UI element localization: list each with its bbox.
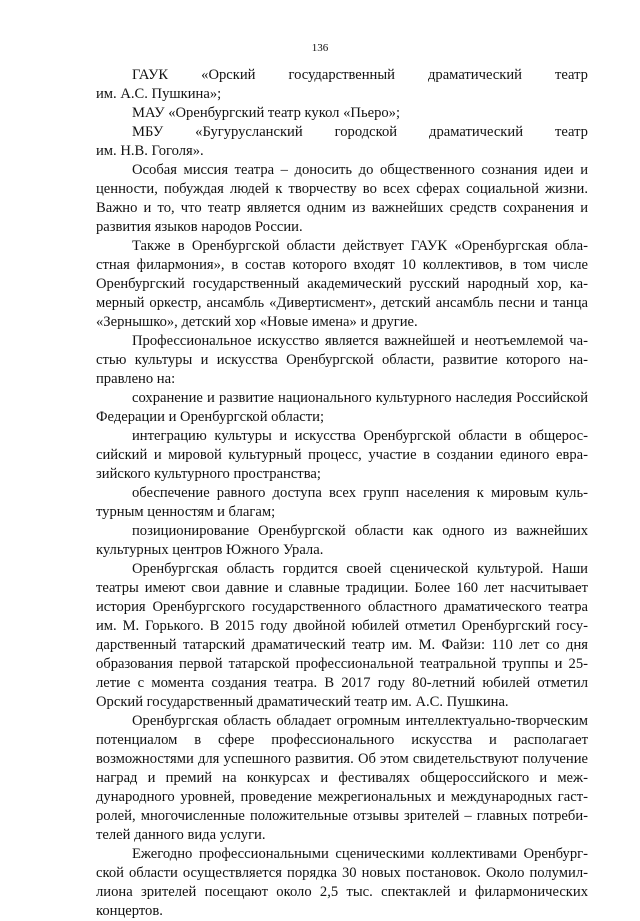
entry-orsk-line xyxy=(96,66,588,85)
entry-word: МБУ xyxy=(132,124,164,140)
entry-word: драматический xyxy=(429,124,524,140)
list-item: позиционирование Оренбургской области как одного из важнейших культурных центров Южного Урала. xyxy=(96,523,588,558)
list-item: обеспечение равного доступа всех групп населения к мировым культурным ценностям и благам; xyxy=(96,485,588,520)
entry-orsk-continuation: им. А.С. Пушкина»; xyxy=(96,86,222,102)
entry-word: театр xyxy=(554,67,588,83)
paragraph: Профессиональное искусство является важнейшей и неотъемлемой частью культуры и искусства Оренбургской области, развитие которого направлено на: xyxy=(96,333,588,387)
entry-word: «Бугурусланский xyxy=(195,124,303,140)
paragraph: Особая миссия театра – доносить до общественного сознания идеи и ценности, побуждая людей к творчеству во всех сферах социальной жизни. Важно и то, что театр является одним из важнейших средств сохранения и развития языков народов России. xyxy=(96,162,588,235)
entry-buguruslan-continuation: им. Н.В. Гоголя». xyxy=(96,143,204,159)
list-item: сохранение и развитие национального культурного наследия Российской Федерации и Оренбургской области; xyxy=(96,390,588,425)
paragraph: Также в Оренбургской области действует ГАУК «Оренбургская областная филармония», в состав которого входят 10 коллективов, в том числе Оренбургский государственный академический русский народный хор, камерный оркестр, ансамбль «Дивертисмент», детский ансамбль песни и танца «Зернышко», детский хор «Новые имена» и другие. xyxy=(96,238,588,330)
entry-word: «Орский xyxy=(201,67,256,83)
entry-word: государственный xyxy=(288,67,395,83)
entry-puppet-theatre: МАУ «Оренбургский театр кукол «Пьеро»; xyxy=(132,105,401,121)
paragraph: Оренбургская область гордится своей сценической культурой. Наши театры имеют свои давние и славные традиции. Более 160 лет насчитывает история Оренбургского государственного областного драматического театра им. М. Горького. В 2015 году двойной юбилей отметил Оренбургский государственный татарский драматический театр им. М. Файзи: 110 лет со дня образования первой татарской профессиональной театральной труппы и 25-летие с момента создания театра. В 2017 году 80-летний юбилей отметил Орский государственный драматический театр им. А.С. Пушкина. xyxy=(96,561,588,710)
paragraph: Ежегодно профессиональными сценическими коллективами Оренбургской области осуществляется порядка 30 новых постановок. Около полумиллиона зрителей посещают около 2,5 тыс. спектаклей и филармонических концертов. xyxy=(96,846,588,919)
entry-buguruslan-line xyxy=(96,123,588,142)
document-body xyxy=(96,66,588,921)
entry-word: ГАУК xyxy=(132,67,169,83)
entry-word: драматический xyxy=(427,67,522,83)
list-item: интеграцию культуры и искусства Оренбургской области в общероссийский и мировой культурный процесс, участие в создании единого евразийского культурного пространства; xyxy=(96,428,588,482)
page-number: 136 xyxy=(311,42,329,54)
entry-word: городской xyxy=(334,124,398,140)
entry-word: театр xyxy=(554,124,588,140)
paragraph: Оренбургская область обладает огромным интеллектуально-творческим потенциалом в сфере профессионального искусства и располагает возможностями для успешного развития. Об этом свидетельствуют получение наград и премий на конкурсах и фестивалях общероссийского и международного уровней, проведение межрегиональных и международных гастролей, многочисленные положительные отзывы зрителей – главных потребителей данного вида услуги. xyxy=(96,713,588,843)
